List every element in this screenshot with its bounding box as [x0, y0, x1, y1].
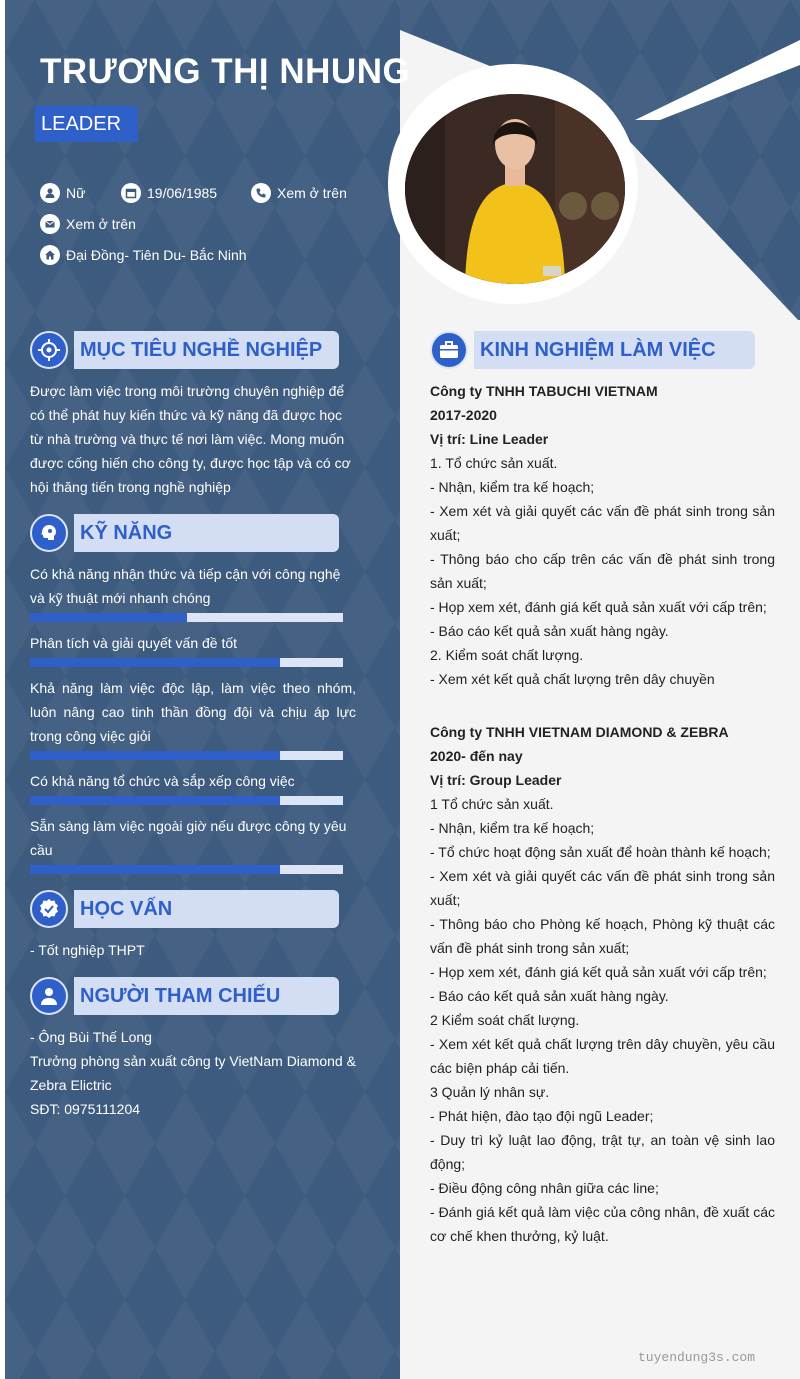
badge-check-icon [30, 890, 68, 928]
skill-bar-fill [30, 751, 280, 760]
experience-title: KINH NGHIỆM LÀM VIỆC [474, 331, 755, 369]
skill-bar-4 [30, 796, 343, 805]
skill-bar-fill [30, 658, 280, 667]
job-position: Vị trí: Line Leader [430, 431, 549, 447]
skill-bar-fill [30, 796, 280, 805]
job-line: 2. Kiểm soát chất lượng. [430, 647, 584, 663]
watermark: tuyendung3s.com [638, 1350, 756, 1365]
skills-heading [30, 514, 339, 552]
gender-info [40, 183, 85, 203]
skill-text-4: Có khả năng tổ chức và sắp xếp công việc [30, 773, 295, 789]
job-line: - Báo cáo kết quả sản xuất hàng ngày. [430, 623, 669, 639]
job-line: - Xem xét kết quả chất lượng trên dây chuyền, yêu cầu các biện pháp cải tiến. [430, 1036, 775, 1076]
job-line: - Nhận, kiểm tra kế hoạch; [430, 479, 595, 495]
skill-bar-fill [30, 865, 280, 874]
skill-text-1: Có khả năng nhận thức và tiếp cận với công nghệ và kỹ thuật mới nhanh chóng [30, 566, 341, 606]
job-line: - Thông báo cho Phòng kế hoạch, Phòng kỹ thuật các vấn đề phát sinh trong sản xuất; [430, 916, 775, 956]
email-icon [40, 214, 60, 234]
briefcase-icon [430, 331, 468, 369]
job-company: Công ty TNHH TABUCHI VIETNAM [430, 383, 658, 399]
job-line: - Họp xem xét, đánh giá kết quả sản xuất với cấp trên; [430, 599, 767, 615]
job-line: - Duy trì kỷ luật lao động, trật tự, an toàn vệ sinh lao động; [430, 1132, 775, 1172]
gender-value: Nữ [66, 185, 86, 201]
education-title: HỌC VẤN [74, 890, 339, 928]
skill-text-5: Sẵn sàng làm việc ngoài giờ nếu được công ty yêu cầu [30, 818, 347, 858]
references-title: NGƯỜI THAM CHIẾU [74, 977, 339, 1015]
email-value: Xem ở trên [66, 216, 136, 232]
skill-bar-1 [30, 613, 343, 622]
objective-title: MỤC TIÊU NGHỀ NGHIỆP [74, 331, 339, 369]
objective-text: Được làm việc trong môi trường chuyên nghiệp để có thể phát huy kiến thức và kỹ năng đã được học từ nhà trường và thực tế nơi làm việc. Mong muốn được cống hiến cho công ty, được học tập và có cơ hội thăng tiến trong nghề nghiệp [30, 383, 351, 495]
job-line: - Xem xét kết quả chất lượng trên dây chuyền [430, 671, 715, 687]
job-period: 2017-2020 [430, 407, 497, 423]
phone-icon [251, 183, 271, 203]
profile-photo [405, 94, 625, 284]
phone-info [251, 183, 347, 203]
person-icon [30, 977, 68, 1015]
job-line: - Phát hiện, đào tạo đội ngũ Leader; [430, 1108, 654, 1124]
reference-name: - Ông Bùi Thế Long [30, 1029, 152, 1045]
job-title-badge: LEADER [35, 106, 138, 142]
dob-info [121, 183, 217, 203]
job-line: - Điều động công nhân giữa các line; [430, 1180, 659, 1196]
education-heading [30, 890, 339, 928]
job-1 [430, 379, 775, 691]
job-company: Công ty TNHH VIETNAM DIAMOND & ZEBRA [430, 724, 729, 740]
job-line: - Thông báo cho cấp trên các vấn đề phát sinh trong sản xuất; [430, 551, 775, 591]
objective-heading [30, 331, 339, 369]
job-line: - Nhận, kiểm tra kế hoạch; [430, 820, 595, 836]
job-line: - Báo cáo kết quả sản xuất hàng ngày. [430, 988, 669, 1004]
job-line: 1 Tổ chức sản xuất. [430, 796, 554, 812]
reference-phone: SĐT: 0975111204 [30, 1101, 141, 1117]
dob-value: 19/06/1985 [147, 185, 218, 201]
email-info [40, 214, 136, 234]
phone-value: Xem ở trên [277, 185, 347, 201]
skills-title: KỸ NĂNG [74, 514, 339, 552]
job-line: 3 Quản lý nhân sự. [430, 1084, 550, 1100]
calendar-icon [121, 183, 141, 203]
skill-text-2: Phân tích và giải quyết vấn đề tốt [30, 635, 238, 651]
candidate-name: TRƯƠNG THỊ NHUNG [40, 52, 411, 91]
education-text: - Tốt nghiệp THPT [30, 942, 145, 958]
job-line: - Xem xét và giải quyết các vấn đề phát sinh trong sản xuất; [430, 868, 775, 908]
brain-icon [30, 514, 68, 552]
home-icon [40, 245, 60, 265]
skill-bar-5 [30, 865, 343, 874]
references-block [30, 1025, 356, 1121]
person-icon [40, 183, 60, 203]
job-line: - Xem xét và giải quyết các vấn đề phát sinh trong sản xuất; [430, 503, 775, 543]
skill-bar-3 [30, 751, 343, 760]
reference-position: Trưởng phòng sản xuất công ty VietNam Diamond & Zebra Elictric [30, 1053, 356, 1093]
job-line: - Họp xem xét, đánh giá kết quả sản xuất với cấp trên; [430, 964, 767, 980]
skill-bar-2 [30, 658, 343, 667]
job-line: - Đánh giá kết quả làm việc của công nhân, đề xuất các cơ chế khen thưởng, kỷ luật. [430, 1204, 775, 1244]
job-position: Vị trí: Group Leader [430, 772, 562, 788]
references-heading [30, 977, 339, 1015]
job-line: 1. Tổ chức sản xuất. [430, 455, 558, 471]
job-period: 2020- đến nay [430, 748, 523, 764]
job-line: - Tổ chức hoạt động sản xuất để hoàn thành kế hoạch; [430, 844, 771, 860]
experience-heading [430, 331, 755, 369]
skill-bar-fill [30, 613, 187, 622]
address-value: Đại Đồng- Tiên Du- Bắc Ninh [66, 247, 247, 263]
job-2 [430, 720, 775, 1248]
skill-text-3: Khả năng làm việc độc lập, làm việc theo nhóm, luôn nâng cao tinh thần đồng đội và chịu áp lực trong công việc giỏi [30, 680, 356, 744]
target-icon [30, 331, 68, 369]
job-line: 2 Kiểm soát chất lượng. [430, 1012, 580, 1028]
address-info [40, 245, 247, 265]
